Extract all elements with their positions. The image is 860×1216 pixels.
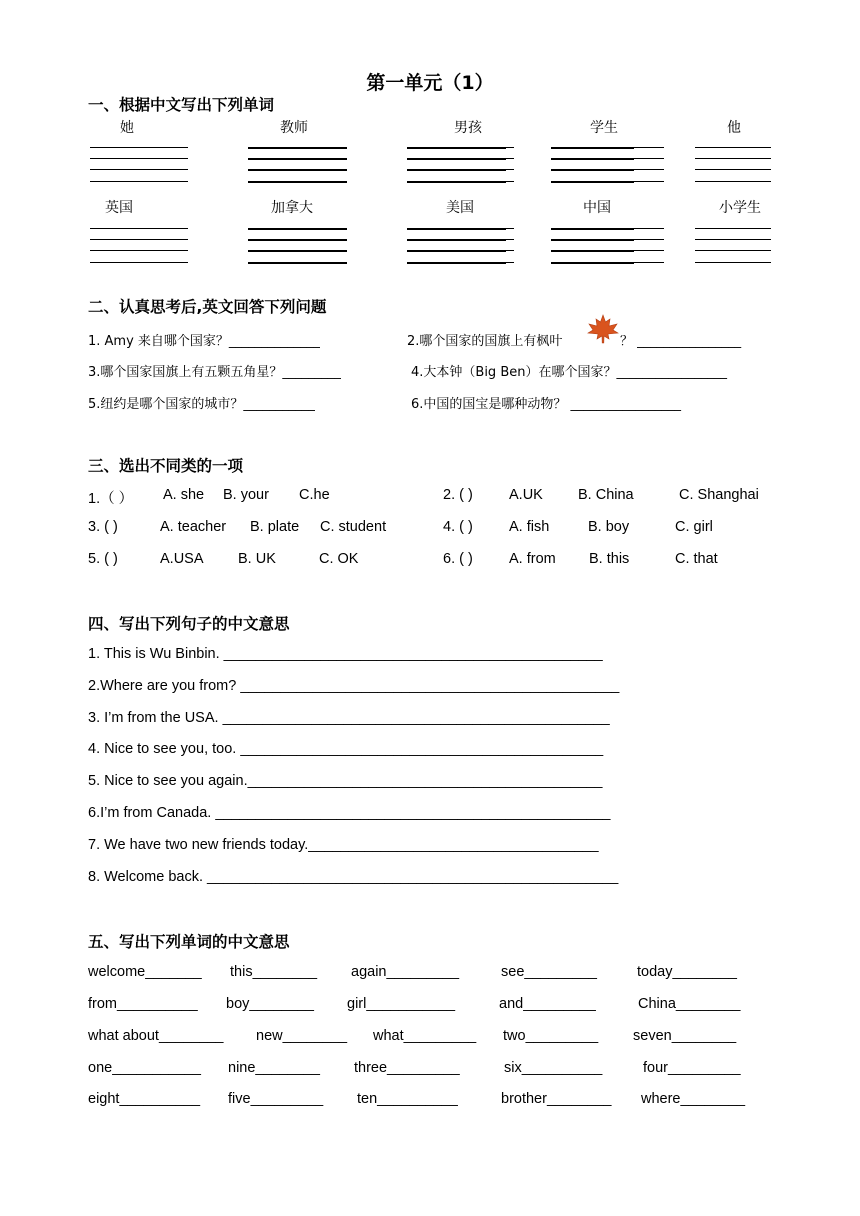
section-4-heading: 四、写出下列句子的中文意思 (88, 615, 290, 633)
choice-option: A. she (163, 487, 205, 503)
vocab-item: seven________ (633, 1028, 737, 1044)
vocab-item: where________ (641, 1091, 746, 1107)
maple-leaf-icon (586, 314, 620, 344)
writing-line (248, 169, 347, 171)
question: 3.哪个国家国旗上有五颗五角星？_________ (88, 365, 341, 380)
choice-option: B. China (578, 487, 634, 503)
vocab-item: girl___________ (347, 996, 456, 1012)
writing-line (634, 228, 664, 229)
choice-option: A.USA (160, 551, 204, 567)
writing-line (407, 228, 506, 230)
writing-line (551, 250, 634, 252)
choice-option: C. that (675, 551, 718, 567)
writing-line (695, 158, 771, 159)
writing-line (407, 239, 506, 241)
writing-line (506, 239, 514, 240)
choice-option: B. your (223, 487, 269, 503)
writing-line (695, 147, 771, 148)
writing-line (407, 250, 506, 252)
vocab-item: two_________ (503, 1028, 599, 1044)
vocab-item: boy________ (226, 996, 314, 1012)
writing-line (551, 228, 634, 230)
writing-line (90, 169, 188, 170)
writing-line (634, 147, 664, 148)
writing-line (506, 147, 514, 148)
choice-option: A. from (509, 551, 556, 567)
vocab-item: nine________ (228, 1060, 320, 1076)
writing-line (248, 228, 347, 230)
writing-line (551, 181, 634, 183)
vocab-item: five_________ (228, 1091, 324, 1107)
vocab-item: ten__________ (357, 1091, 458, 1107)
sentence-item: 2.Where are you from? _______________________________________________ (88, 678, 620, 694)
choice-number: 6. ( ) (443, 551, 473, 567)
choice-option: A.UK (509, 487, 543, 503)
vocab-item: welcome_______ (88, 964, 202, 980)
vocab-item: one___________ (88, 1060, 201, 1076)
writing-line (551, 262, 634, 264)
choice-option: B. this (589, 551, 630, 567)
word-cn: 教师 (280, 120, 308, 136)
choice-option: C. Shanghai (679, 487, 759, 503)
writing-line (506, 228, 514, 229)
writing-line (551, 239, 634, 241)
vocab-item: six__________ (504, 1060, 603, 1076)
writing-line (695, 169, 771, 170)
sentence-item: 7. We have two new friends today.____________________________________ (88, 837, 599, 853)
writing-line (248, 239, 347, 241)
writing-line (90, 228, 188, 229)
choice-option: B. UK (238, 551, 276, 567)
writing-line (695, 228, 771, 229)
choice-option: B. plate (250, 519, 300, 535)
writing-line (90, 250, 188, 251)
writing-line (90, 158, 188, 159)
writing-line (506, 169, 514, 170)
vocab-item: what_________ (373, 1028, 477, 1044)
choice-number: 5. ( ) (88, 551, 118, 567)
writing-line (248, 158, 347, 160)
writing-line (634, 181, 664, 182)
word-cn: 英国 (105, 200, 133, 216)
writing-line (506, 250, 514, 251)
writing-line (407, 169, 506, 171)
word-cn: 中国 (583, 200, 611, 216)
writing-line (634, 262, 664, 263)
writing-line (695, 250, 771, 251)
writing-line (551, 147, 634, 149)
sentence-item: 4. Nice to see you, too. _____________________________________________ (88, 741, 604, 757)
writing-line (506, 181, 514, 182)
section-3-heading: 三、选出不同类的一项 (88, 457, 244, 475)
word-cn: 加拿大 (271, 200, 313, 216)
vocab-item: eight__________ (88, 1091, 201, 1107)
writing-line (551, 158, 634, 160)
writing-line (407, 181, 506, 183)
writing-line (634, 250, 664, 251)
choice-number: 1.（ ） (88, 491, 134, 507)
question: 6.中国的国宝是哪种动物？ _________________ (411, 397, 682, 412)
choice-option: A. teacher (160, 519, 227, 535)
writing-line (695, 181, 771, 182)
word-cn: 学生 (590, 120, 618, 136)
sentence-item: 5. Nice to see you again.____________________________________________ (88, 773, 603, 789)
writing-line (634, 169, 664, 170)
writing-line (506, 158, 514, 159)
writing-line (506, 262, 514, 263)
writing-line (248, 181, 347, 183)
vocab-item: brother________ (501, 1091, 612, 1107)
vocab-item: China________ (638, 996, 741, 1012)
writing-line (248, 147, 347, 149)
choice-option: B. boy (588, 519, 630, 535)
choice-option: C.he (299, 487, 330, 503)
vocab-item: this________ (230, 964, 318, 980)
writing-line (90, 239, 188, 240)
word-cn: 美国 (446, 200, 474, 216)
choice-option: C. OK (319, 551, 359, 567)
vocab-item: three_________ (354, 1060, 460, 1076)
sentence-item: 6.I’m from Canada. _________________________________________________ (88, 805, 611, 821)
choice-number: 2. ( ) (443, 487, 473, 503)
word-cn: 他 (727, 120, 741, 136)
writing-line (695, 239, 771, 240)
word-cn: 小学生 (719, 200, 761, 216)
sentence-item: 3. I’m from the USA. ________________________________________________ (88, 710, 610, 726)
question: 5.纽约是哪个国家的城市？___________ (88, 397, 315, 412)
vocab-item: what about________ (88, 1028, 224, 1044)
sentence-item: 1. This is Wu Binbin. _______________________________________________ (88, 646, 603, 662)
sentence-item: 8. Welcome back. ___________________________________________________ (88, 869, 619, 885)
writing-line (634, 158, 664, 159)
choice-option: C. student (320, 519, 387, 535)
writing-line (407, 158, 506, 160)
word-cn: 男孩 (454, 120, 482, 136)
word-cn: 她 (120, 120, 134, 136)
section-2-heading: 二、认真思考后,英文回答下列问题 (88, 298, 327, 316)
vocab-item: from__________ (88, 996, 198, 1012)
question: 2.哪个国家的国旗上有枫叶 (407, 334, 563, 349)
vocab-item: today________ (637, 964, 737, 980)
writing-line (248, 262, 347, 264)
writing-line (407, 262, 506, 264)
writing-line (551, 169, 634, 171)
writing-line (695, 262, 771, 263)
choice-number: 4. ( ) (443, 519, 473, 535)
vocab-item: and_________ (499, 996, 596, 1012)
writing-line (90, 262, 188, 263)
choice-option: A. fish (509, 519, 550, 535)
vocab-item: see_________ (501, 964, 597, 980)
choice-option: C. girl (675, 519, 713, 535)
question: ？ ________________ (620, 334, 742, 349)
vocab-item: new________ (256, 1028, 348, 1044)
writing-line (90, 147, 188, 148)
writing-line (634, 239, 664, 240)
page-title: 第一单元（1） (366, 72, 494, 94)
vocab-item: four_________ (643, 1060, 741, 1076)
writing-line (90, 181, 188, 182)
question: 1. Amy 来自哪个国家？______________ (88, 334, 320, 349)
writing-line (248, 250, 347, 252)
section-5-heading: 五、写出下列单词的中文意思 (88, 933, 290, 951)
question: 4.大本钟（Big Ben）在哪个国家？_________________ (411, 365, 727, 380)
choice-number: 3. ( ) (88, 519, 118, 535)
vocab-item: again_________ (351, 964, 460, 980)
writing-line (407, 147, 506, 149)
section-1-heading: 一、根据中文写出下列单词 (88, 96, 275, 114)
